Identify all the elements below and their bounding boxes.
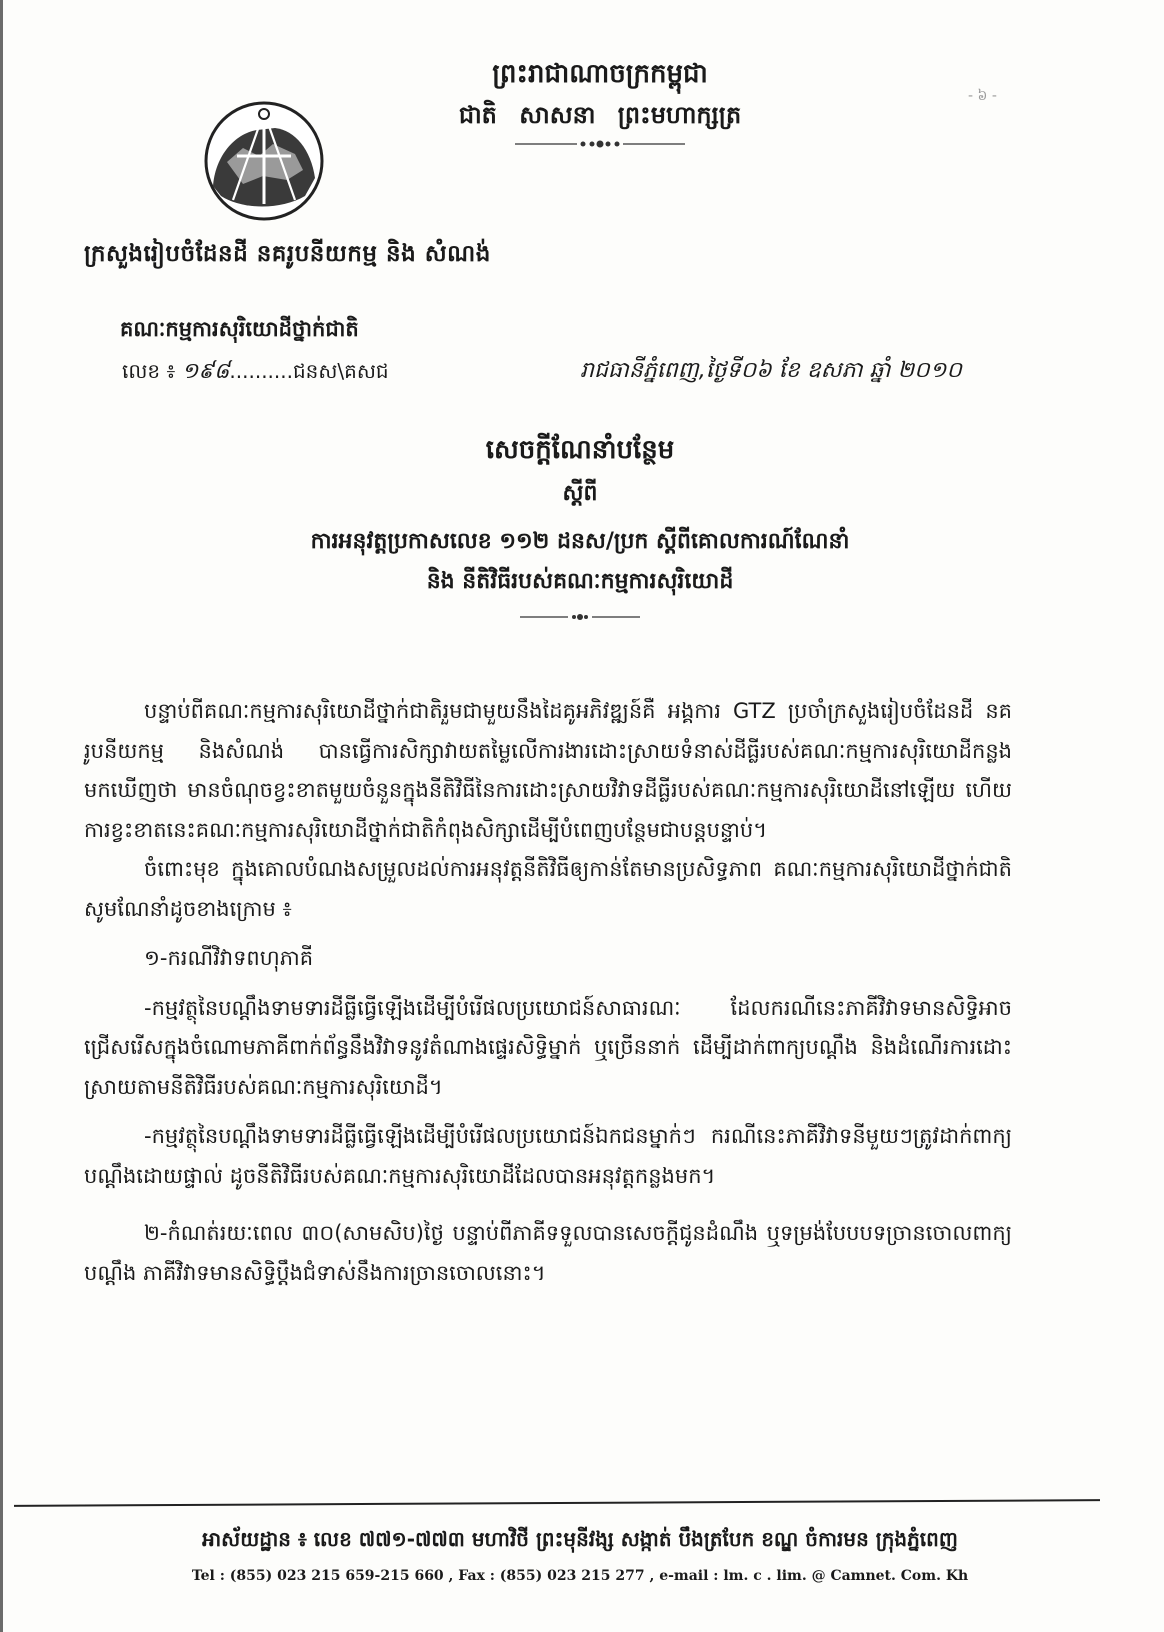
ref-suffix: ..........ជនស\គសជ <box>229 359 389 383</box>
ornament-divider-icon <box>515 138 685 150</box>
footer-divider <box>14 1499 1100 1507</box>
scan-edge <box>0 0 3 1632</box>
date-line: រាជធានីភ្នំពេញ,ថ្ងៃទី០៦ ខែ ឧសភា ឆ្នាំ ២០១០ <box>580 358 962 383</box>
section-1-paragraph-1: -កម្មវត្ថុនៃបណ្តឹងទាមទារដីធ្លីធ្វើឡើងដើម្បីបំរើផលប្រយោជន៍សាធារណៈ ដែលករណីនេះភាគីវិវាទមានសិទ្ធិអាចជ្រើសរើសក្នុងចំណោមភាគីពាក់ព័ន្ធនឹងវិវាទនូវតំណាងផ្ទេរសិទ្ធិម្នាក់ ឬច្រើននាក់ ដើម្បីដាក់ពាក្យបណ្តឹង និងដំណើរការដោះស្រាយតាមនីតិវិធីរបស់គណៈកម្មការសុរិយោដី។ <box>84 995 1012 1099</box>
national-motto: ជាតិ សាសនា ព្រះមហាក្សត្រ <box>458 101 742 129</box>
footer-contact: Tel : (855) 023 215 659-215 660 , Fax : (855) 023 215 277 , e-mail : lm. c . lim. @ Camnet. Com. Kh <box>191 1568 969 1584</box>
title-line-4: និង នីតិវិធីរបស់គណៈកម្មការសុរិយោដី <box>426 569 734 594</box>
document-body <box>84 692 1012 1293</box>
ministry-name: ក្រសួងរៀបចំដែនដី នគរូបនីយកម្ម និង សំណង់ <box>84 241 491 267</box>
title-line-2: ស្តីពី <box>562 481 598 506</box>
paragraph-guidance: ចំពោះមុខ ក្នុងគោលបំណងសម្រួលដល់ការអនុវត្តនីតិវិធីឲ្យកាន់តែមានប្រសិទ្ធភាព គណៈកម្មការសុរិយោដីថ្នាក់ជាតិសូមណែនាំដូចខាងក្រោម ៖ <box>84 857 1012 921</box>
title-line-3: ការអនុវត្តប្រកាសលេខ ១១២ ដនស/ប្រក ស្តីពីគោលការណ៍ណែនាំ <box>310 529 850 554</box>
title-divider-icon <box>520 612 640 622</box>
section-1-heading: ១-ករណីវិវាទពហុភាគី <box>144 946 314 970</box>
ref-number-handwritten: ១៩៨ <box>181 359 230 384</box>
page-mark: - ៦ - <box>968 88 997 104</box>
title-line-1: សេចក្តីណែនាំបន្ថែម <box>485 435 675 465</box>
footer-address: អាស័យដ្ឋាន ៖ លេខ ៧៧១-៧៧៣ មហាវិថី ព្រះមុនីវង្ស សង្កាត់ បឹងត្របែក ខណ្ឌ ចំការមន ក្រុងភ្នំពេញ <box>202 1527 958 1551</box>
paragraph-intro: បន្ទាប់ពីគណៈកម្មការសុរិយោដីថ្នាក់ជាតិរួមជាមួយនឹងដៃគូអភិវឌ្ឍន៍គឺ អង្គការ GTZ ប្រចាំក្រសួងរៀបចំដែនដី នគរូបនីយកម្ម និងសំណង់ បានធ្វើការសិក្សាវាយតម្លៃលើការងារដោះស្រាយទំនាស់ដីធ្លីរបស់គណៈកម្មការសុរិយោដីកន្លងមកឃើញថា មានចំណុចខ្វះខាតមួយចំនួនក្នុងនីតិវិធីនៃការដោះស្រាយវិវាទដីធ្លីរបស់គណៈកម្មការសុរិយោដីនៅឡើយ ហើយការខ្វះខាតនេះគណៈកម្មការសុរិយោដីថ្នាក់ជាតិកំពុងសិក្សាដើម្បីបំពេញបន្ថែមជាបន្តបន្ទាប់។ <box>84 699 1012 842</box>
reference-number <box>122 357 389 389</box>
committee-name: គណៈកម្មការសុរិយោដីថ្នាក់ជាតិ <box>120 317 359 341</box>
document-title <box>120 430 1040 622</box>
ministry-logo <box>203 100 325 222</box>
kingdom-title: ព្រះរាជាណាចក្រកម្ពុជា <box>492 59 708 89</box>
section-2-paragraph: ២-កំណត់រយៈពេល ៣០(សាមសិប)ថ្ងៃ បន្ទាប់ពីភាគីទទួលបានសេចក្តីជូនដំណឹង ឬទម្រង់បែបបទច្រានចោលពាក្យបណ្តឹង ភាគីវិវាទមានសិទ្ធិប្តឹងជំទាស់នឹងការច្រានចោលនោះ។ <box>84 1221 1012 1285</box>
section-1-paragraph-2: -កម្មវត្ថុនៃបណ្តឹងទាមទារដីធ្លីធ្វើឡើងដើម្បីបំរើផលប្រយោជន៍ឯកជនម្នាក់ៗ ករណីនេះភាគីវិវាទនីមួយៗត្រូវដាក់ពាក្យបណ្តឹងដោយផ្ទាល់ ដូចនីតិវិធីរបស់គណៈកម្មការសុរិយោដីដែលបានអនុវត្តកន្លងមក។ <box>84 1124 1012 1188</box>
ref-prefix: លេខ ៖ <box>122 359 176 383</box>
kingdom-header <box>420 56 780 150</box>
